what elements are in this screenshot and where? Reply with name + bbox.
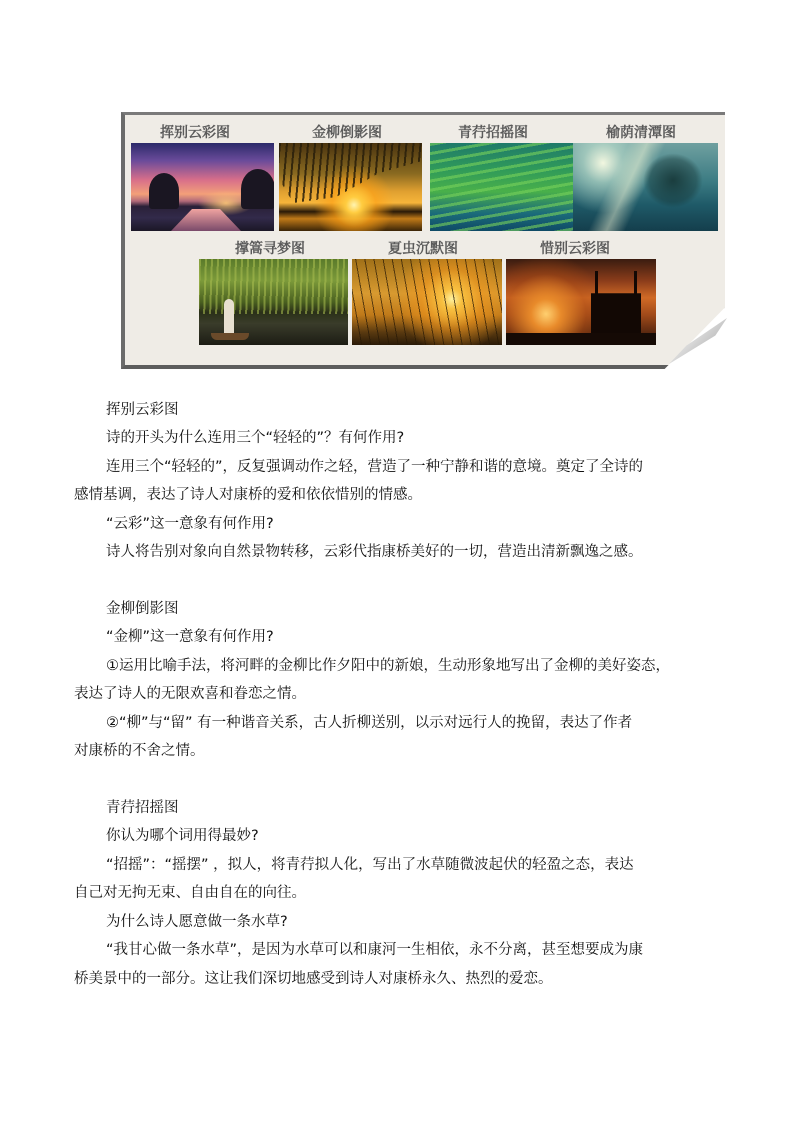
- section-heading-2: 金柳倒影图: [106, 601, 179, 617]
- photo-reeds-sunset: [352, 259, 502, 345]
- caption-6: 夏虫沉默图: [388, 241, 458, 257]
- caption-1: 挥别云彩图: [160, 125, 230, 141]
- caption-7: 惜别云彩图: [540, 241, 610, 257]
- photo-chapel-sunset: [506, 259, 656, 345]
- answer-1-1-line-2: 感情基调，表达了诗人对康桥的爱和依依惜别的情感。: [74, 487, 422, 503]
- photo-waterweed: [430, 143, 573, 231]
- answer-2-2-line-1: ②“柳”与“留” 有一种谐音关系，古人折柳送别，以示对远行人的挽留，表达了作者: [106, 715, 633, 731]
- section-heading-3: 青荇招摇图: [106, 800, 179, 816]
- caption-4: 榆荫清潭图: [606, 125, 676, 141]
- answer-3-1-line-2: 自己对无拘无束、自由自在的向往。: [74, 885, 306, 901]
- caption-3: 青荇招摇图: [458, 125, 528, 141]
- section-heading-1: 挥别云彩图: [106, 402, 179, 418]
- photo-golden-willow: [279, 143, 422, 231]
- question-3-2: 为什么诗人愿意做一条水草?: [106, 914, 288, 930]
- question-1-1: 诗的开头为什么连用三个“轻轻的”？有何作用?: [106, 430, 405, 446]
- question-3-1: 你认为哪个词用得最妙?: [106, 828, 259, 844]
- caption-5: 撑篙寻梦图: [235, 241, 305, 257]
- answer-3-2-line-1: “我甘心做一条水草”，是因为水草可以和康河一生相依，永不分离，甚至想要成为康: [106, 942, 644, 958]
- answer-2-1-line-2: 表达了诗人的无限欢喜和眷恋之情。: [74, 686, 306, 702]
- photo-misty-pool: [573, 143, 718, 231]
- answer-3-1-line-1: “招摇”：“摇摆” ，拟人，将青荇拟人化，写出了水草随微波起伏的轻盈之态，表达: [106, 857, 634, 873]
- question-1-2: “云彩”这一意象有何作用?: [106, 516, 274, 532]
- photo-sunset-clouds: [131, 143, 274, 231]
- answer-3-2-line-2: 桥美景中的一部分。这让我们深切地感受到诗人对康桥永久、热烈的爱恋。: [74, 971, 553, 987]
- photo-punting: [199, 259, 348, 345]
- answer-1-2: 诗人将告别对象向自然景物转移，云彩代指康桥美好的一切，营造出清新飘逸之感。: [106, 544, 643, 560]
- answer-2-2-line-2: 对康桥的不舍之情。: [74, 743, 205, 759]
- answer-1-1-line-1: 连用三个“轻轻的”，反复强调动作之轻，营造了一种宁静和谐的意境。奠定了全诗的: [106, 459, 644, 475]
- caption-2: 金柳倒影图: [312, 125, 382, 141]
- question-2-1: “金柳”这一意象有何作用?: [106, 629, 274, 645]
- answer-2-1-line-1: ①运用比喻手法，将河畔的金柳比作夕阳中的新娘，生动形象地写出了金柳的美好姿态，: [106, 658, 670, 674]
